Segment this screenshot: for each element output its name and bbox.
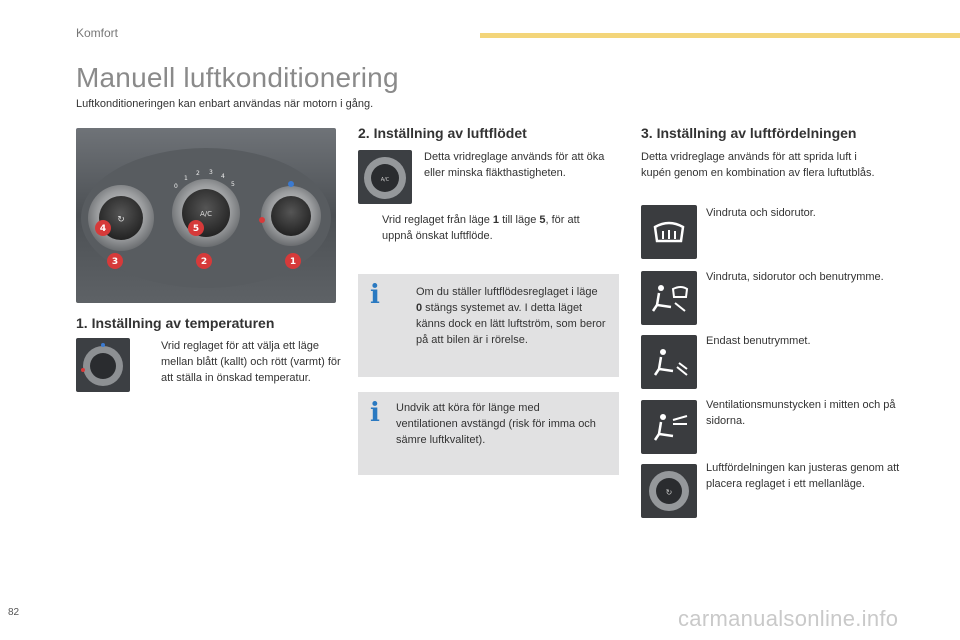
watermark: carmanualsonline.info [678,606,899,631]
info-warning-text: Undvik att köra för länge med ventilationen avstängd (risk för imma och sämre luftkvalitet). [396,402,596,446]
info-off-zero: 0 [416,302,423,314]
fan-tick: 4 [221,173,225,180]
callout-5: 5 [192,224,200,234]
fan-tick: 1 [184,175,188,182]
airflow-desc: Detta vridreglage används för att öka eller minska fläkthastigheten. [424,151,605,179]
windshield-defrost-icon [641,205,697,259]
callout-2: 2 [200,257,208,267]
windshield-and-feet-icon [641,271,697,325]
ac-label: A/C [199,210,213,218]
mode-label-4: Ventilationsmunstycken i mitten och på sidorna. [706,399,896,427]
temperature-text: Vrid reglaget för att välja ett läge mellan blått (kallt) och rött (varmt) för att ställa in önskad temperatur. [161,340,341,384]
section-label: Komfort [76,26,119,40]
header-accent-bar [480,33,960,38]
fan-tick: 3 [209,169,213,176]
info-box-off [358,274,619,377]
info-icon: i [370,280,380,310]
temperature-knob-thumb [76,338,130,392]
callout-4: 4 [99,224,107,234]
mode-label-1: Vindruta och sidorutor. [706,207,816,219]
fan-tick: 0 [174,183,178,190]
feet-only-icon [641,335,697,389]
svg-text:↻: ↻ [117,215,125,225]
face-vents-icon [641,400,697,454]
svg-text:A/C: A/C [380,177,390,183]
svg-text:↻: ↻ [665,488,673,497]
fan-knob-thumb [358,150,412,204]
page-title: Manuell luftkonditionering [76,62,399,93]
mode-label-2: Vindruta, sidorutor och benutrymme. [706,271,884,283]
airflow-heading: 2. Inställning av luftflödet [358,125,527,141]
distribution-knob-icon [641,464,697,518]
info-icon: i [370,398,380,428]
mode-label-5: Luftfördelningen kan justeras genom att placera reglaget i ett mellanläge. [706,462,900,490]
airflow-step-to: 5 [539,214,546,226]
fan-tick: 2 [196,170,200,177]
info-box-warning [358,392,619,475]
callout-3: 3 [111,257,119,267]
intro-text: Luftkonditioneringen kan enbart användas när motorn i gång. [76,98,374,110]
info-off-text: Om du ställer luftflödesreglaget i läge 0 stängs systemet av. I detta läget känns dock en lätt luftström, som beror på att bilen är i rörelse. [416,286,606,346]
airflow-step: Vrid reglaget från läge 1 till läge 5, för att uppnå önskat luftflöde. [382,214,580,242]
mode-label-3: Endast benutrymmet. [706,335,811,347]
airflow-step-from: 1 [492,214,500,226]
distribution-heading: 3. Inställning av luftfördelningen [641,125,857,141]
page-number: 82 [8,607,20,618]
fan-tick: 5 [231,181,235,188]
callout-1: 1 [289,257,297,267]
temperature-heading: 1. Inställning av temperaturen [76,315,275,331]
distribution-desc: Detta vridreglage används för att sprida luft i kupén genom en kombination av flera luftutblås. [641,151,875,179]
control-panel-photo [76,128,336,303]
